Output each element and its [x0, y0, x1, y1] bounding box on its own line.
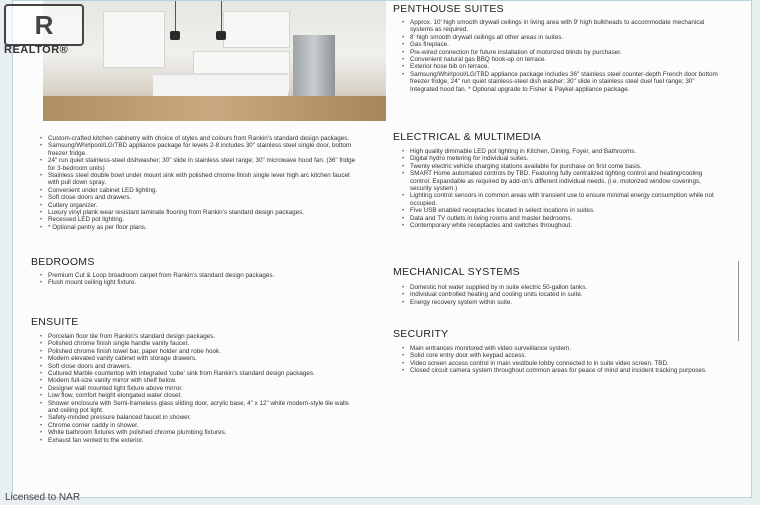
feature-item: • Designer wall mounted light fixture above mirror. [39, 385, 359, 392]
feature-item: • Convenient natural gas BBQ hook-up on terrace. [401, 56, 719, 63]
pendant-cord [175, 1, 176, 31]
feature-item: • Soft close doors and drawers. [39, 363, 359, 370]
feature-item: • Stainless steel double bowl under mount sink with polished chrome finish single lever high arc kitchen faucet with pull down spray. [39, 172, 359, 187]
feature-item: • Gas fireplace. [401, 41, 719, 48]
feature-item: • Samsung/Whirlpool/LG/TBD appliance package for levels 2-8 includes 30" stainless steel single door, bottom freezer fridge. [39, 142, 359, 157]
feature-item: • Cutlery organizer. [39, 202, 359, 209]
penthouse-heading: PENTHOUSE SUITES [393, 3, 504, 15]
feature-item: • White bathroom fixtures with polished chrome plumbing fixtures. [39, 429, 359, 436]
feature-item: • Exterior hose bib on terrace. [401, 63, 719, 70]
feature-item: • Polished chrome finish single handle vanity faucet. [39, 340, 359, 347]
realtor-logo-icon: R [4, 4, 84, 46]
feature-item: • 8' high smooth drywall ceilings all other areas in suites. [401, 34, 719, 41]
feature-item: • Lighting control sensors in common areas with transient use to ensure minimal energy consumption while not occupied. [401, 192, 719, 207]
feature-item: • Custom-crafted kitchen cabinetry with choice of styles and colours from Rankin's standard design packages. [39, 135, 359, 142]
ensuite-list [39, 333, 359, 444]
feature-item: • Digital hydro metering for individual suites. [401, 155, 719, 162]
penthouse-list [401, 19, 719, 93]
feature-item: • 24" run quiet stainless-steel dishwasher; 30" slide in stainless steel range; 30" microwave hood fan. (36" fridge for 3-bedroom units) [39, 157, 359, 172]
electrical-heading: ELECTRICAL & MULTIMEDIA [393, 131, 542, 143]
feature-item: • Flush mount ceiling light fixture. [39, 279, 359, 286]
feature-item: • Modern elevated vanity cabinet with storage drawers. [39, 355, 359, 362]
spec-sheet [12, 0, 752, 498]
feature-item: • Closed circuit camera system throughout common areas for peace of mind and incident tracking purposes. [401, 367, 719, 374]
feature-item: • Cultured Marble countertop with integrated 'cube' sink from Rankin's standard design packages. [39, 370, 359, 377]
feature-item: • Convenient under cabinet LED lighting. [39, 187, 359, 194]
feature-item: • Twenty electric vehicle charging stations available for purchase on first come basis. [401, 163, 719, 170]
pendant-light [170, 31, 180, 40]
feature-item: • Pre-wired connection for future installation of motorized blinds by purchaser. [401, 49, 719, 56]
mechanical-heading: MECHANICAL SYSTEMS [393, 266, 520, 278]
kitchen-features-list [39, 135, 359, 231]
feature-item: • Soft close doors and drawers. [39, 194, 359, 201]
security-heading: SECURITY [393, 328, 449, 340]
realtor-wordmark: REALTOR® [4, 44, 69, 56]
upper-cabinets [103, 11, 165, 68]
feature-item: • Five USB enabled receptacles located in select locations in suites. [401, 207, 719, 214]
ensuite-heading: ENSUITE [31, 316, 79, 328]
feature-item: • Domestic hot water supplied by in suite electric 50-gallon tanks. [401, 284, 719, 291]
mechanical-list [401, 284, 719, 306]
feature-item: • Individual controlled heating and cooling units located in suite. [401, 291, 719, 298]
feature-item: • Contemporary white receptacles and switches throughout. [401, 222, 719, 229]
feature-item: • Polished chrome finish towel bar, paper holder and robe hook. [39, 348, 359, 355]
kitchen-photo [43, 1, 386, 121]
feature-item: • Solid core entry door with keypad access. [401, 352, 719, 359]
feature-item: • Energy recovery system within suite. [401, 299, 719, 306]
feature-item: • Premium Cut & Loop broadloom carpet from Rankin's standard design packages. [39, 272, 359, 279]
feature-item: • Porcelain floor tile from Rankin's standard design packages. [39, 333, 359, 340]
feature-item: • Chrome corner caddy in shower. [39, 422, 359, 429]
bedrooms-list [39, 272, 359, 287]
feature-item: • * Optional pantry as per floor plans. [39, 224, 359, 231]
upper-cabinets-right [223, 11, 290, 48]
feature-item: • High quality dimmable LED pot lighting in Kitchen, Dining, Foyer, and Bathrooms. [401, 148, 719, 155]
feature-item: • Recessed LED pot lighting. [39, 216, 359, 223]
wood-floor [43, 96, 386, 121]
feature-item: • SMART Home automated controls by TBD. Featuring fully centralized lighting control and heating/cooling control. Expandable as required by add-on's different individual needs. (i.e. motorized window coverings, security system.) [401, 170, 719, 192]
feature-item: • Main entrances monitored with video surveillance system. [401, 345, 719, 352]
pendant-light [216, 31, 226, 40]
feature-item: • Safety-minded pressure balanced faucet in shower. [39, 414, 359, 421]
feature-item: • Exhaust fan vented to the exterior. [39, 437, 359, 444]
feature-item: • Modern full-size vanity mirror with shelf below. [39, 377, 359, 384]
feature-item: • Luxury vinyl plank wear resistant laminate flooring from Rankin's standard design packages. [39, 209, 359, 216]
bedrooms-heading: BEDROOMS [31, 256, 95, 268]
margin-mark [738, 261, 747, 341]
feature-item: • Data and TV outlets in living rooms and master bedrooms. [401, 215, 719, 222]
security-list [401, 345, 719, 375]
electrical-list [401, 148, 719, 229]
license-watermark: Licensed to NAR [5, 492, 81, 503]
feature-item: • Video screen access control in main vestibule lobby connected to in suite video screen. TBD. [401, 360, 719, 367]
pendant-cord [221, 1, 222, 31]
realtor-watermark [0, 0, 84, 60]
feature-item: • Shower enclosure with Semi-frameless glass sliding door, acrylic base, 4" x 12" white modern-style tile walls and ceiling pot light. [39, 400, 359, 415]
feature-item: • Samsung/Whirlpool/LG/TBD appliance package includes 36" stainless steel counter-depth French door bottom freezer fridge, 24" run quiet stainless-steel dish washer; 30" slide in stainless steel duel fuel range; 30" Integrated hood fan. * Optional upgrade to Fisher & Paykel appliance package. [401, 71, 719, 93]
feature-item: • Approx. 10' high smooth drywall ceilings in living area with 9' high bulkheads to accommodate mechanical systems as required. [401, 19, 719, 34]
feature-item: • Low flow, comfort height elongated water closet. [39, 392, 359, 399]
